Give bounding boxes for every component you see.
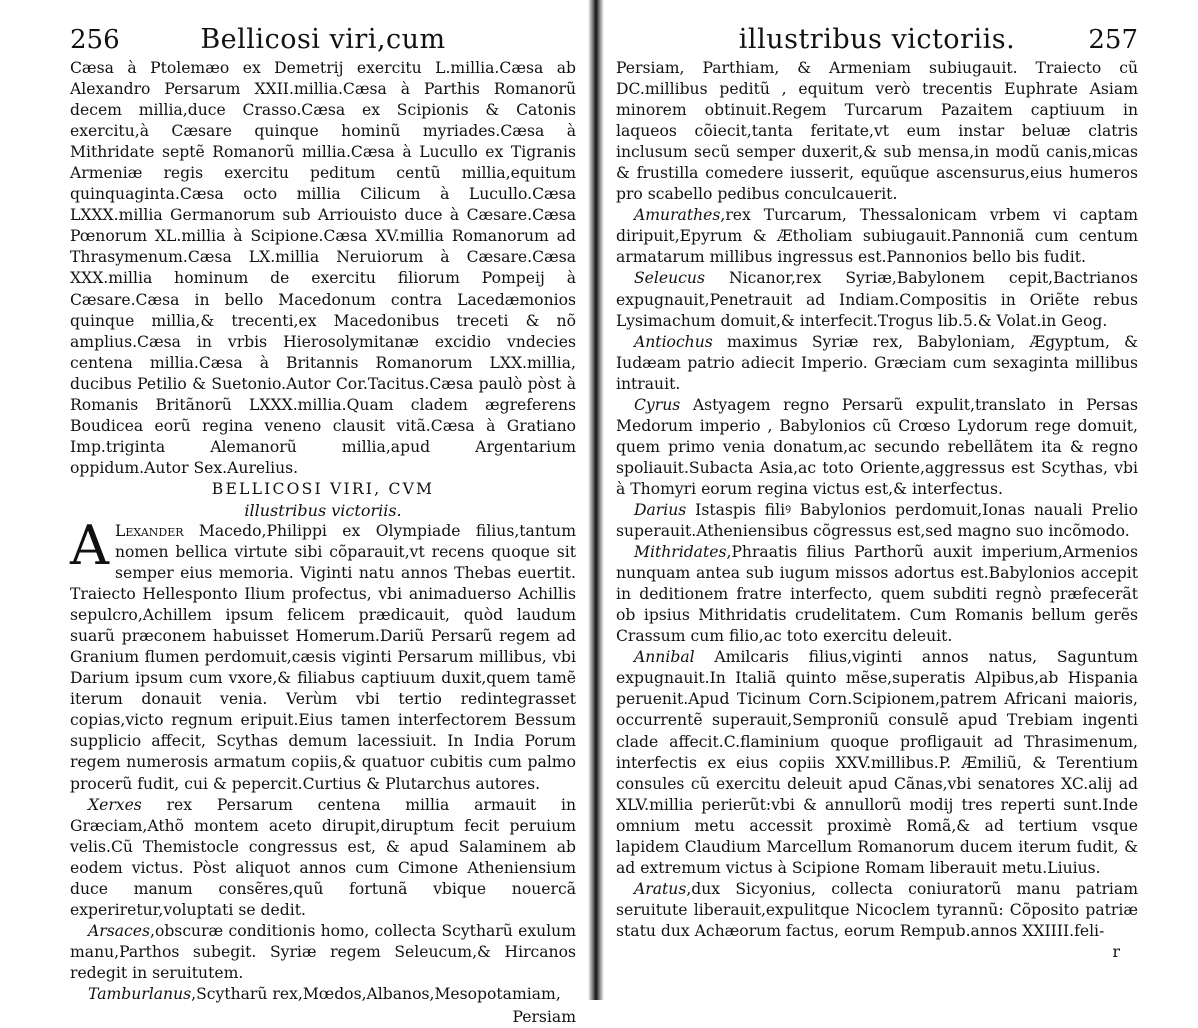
right-page-header <box>616 22 1138 58</box>
aratus-entry <box>616 879 1138 942</box>
section-heading: BELLICOSI VIRI, CVM <box>211 479 435 498</box>
seleucus-name: Seleucus <box>634 269 705 288</box>
xerxes-entry <box>70 795 576 921</box>
intro-paragraph: Cæsa à Ptolemæo ex Demetrij exercitu L.millia.Cæsa ab Alexandro Persarum XXII.millia.Cæsa à Parthis Romanorũ decem millia,duce Crasso.Cæsa ex Scipionis & Catonis exercitu,à Cæsare quinque hominũ myriades.Cæsa à Mithridate septẽ Romanorũ millia.Cæsa à Lucullo ex Tigranis Armeniæ regis exercitu peditum centũ millia,equitum quinquaginta.Cæsa octo millia Cilicum à Lucullo.Cæsa LXXX.millia Germanorum sub Arriouisto duce à Cæsare.Cæsa Pœnorum XL.millia à Scipione.Cæsa XV.millia Romanorum ad Thrasymenum.Cæsa LX.millia Neruiorum à Cæsare.Cæsa XXX.millia hominum de exercitu filiorum Pompeij à Cæsare.Cæsa in bello Macedonum contra Lacedæmonios quinque millia,& trecenti,ex Macedonibus treceti & nõ amplius.Cæsa in vrbis Hierosolymitanæ excidio vndecies centena millia.Cæsa à Britannis Romanorum LXX.millia, ducibus Petilio & Suetonio.Autor Cor.Tacitus.Cæsa paulò pòst à Romanis Britãnorũ LXXX.millia.Quam cladem ægreferens Boudicea eorũ regina veneno clausit vitã.Cæsa à Gratiano Imp.triginta Alemanorũ millia,apud Argentarium oppidum.Autor Sex.Aurelius. <box>70 59 576 477</box>
aratus-text: ,dux Sicyonius, collecta coniuratorũ manu patriam seruitute liberauit,expulitque Nicoclem tyrannũ: Cõposito patriæ statu dux Achæorum factus, eorum Rempub.annos XXIIII.feli- <box>616 879 1138 940</box>
antiochus-name: Antiochus <box>634 332 713 351</box>
catchword: Persiam <box>512 1008 576 1027</box>
seleucus-entry <box>616 268 1138 331</box>
arsaces-text: ,obscuræ conditionis homo, collecta Scytharũ exulum manu,Parthos subegit. Syriæ regem Seleucum,& Hircanos redegit in seruitutem. <box>70 921 576 982</box>
alexander-entry <box>70 513 576 795</box>
cyrus-text: Astyagem regno Persarũ expulit,translato in Persas Medorum imperio , Babylonios cũ Crœso Lydorum rege domuit, quem primo venia donatum,ac secundo rebellãtem ita & regno spoliauit.Subacta Asia,ac toto Oriente,aggressus est Scythas, vbi à Thomyri eorum regina victus est,& interfectus. <box>616 395 1138 498</box>
page-number-right: 257 <box>1088 25 1138 55</box>
arsaces-entry <box>70 921 576 984</box>
xerxes-name: Xerxes <box>88 795 142 814</box>
running-title-left: Bellicosi viri,cum <box>200 24 446 55</box>
tamburlanus-text: ,Scytharũ rex,Mœdos,Albanos,Mesopotamiam, <box>191 984 561 1003</box>
mithridates-entry <box>616 542 1138 647</box>
mithridates-name: Mithridates <box>634 543 727 562</box>
darius-text: Istaspis filiꝰ Babylonios perdomuit,Ionas nauali Prelio superauit.Atheniensibus cõgressus est,sed magno suo incõmodo. <box>616 500 1138 541</box>
section-subheading: illustribus victoriis. <box>244 500 402 520</box>
amurathes-name: Amurathes <box>634 206 721 225</box>
xerxes-text: rex Persarum centena millia armauit in Græciam,Athõ montem aceto dirupit,diruptum fecit peruium velis.Cũ Themistocle congressus est, & apud Salaminem ab eodem victus. Pòst aliquot annos cum Cimone Atheniensium duce manum consẽres,quũ fortunã vbique nouercã experiretur,voluptati se dedit. <box>70 795 576 919</box>
left-page-header <box>70 22 576 58</box>
right-page <box>602 0 1198 1000</box>
tamburlanus-entry <box>70 984 576 1005</box>
annibal-name: Annibal <box>634 648 695 667</box>
right-page-body <box>616 58 1138 963</box>
annibal-text: Amilcaris filius,viginti annos natus, Saguntum expugnauit.In Italiã quinto mẽse,superatis Alpibus,ab Hispania peruenit.Apud Ticinum Corn.Scipionem,patrem Africani maioris, occurrentẽ superauit,Semproniũ consulẽ apud Trebiam ingenti clade affecit.C.flaminium quoque profligauit ad Thrasimenum, interfectis ex eius copiis XXV.millibus.P. Æmiliũ, & Terentium consules cũ exercitu deleuit apud Cãnas,vbi senatores XC.alij ad XLV.millia perierũt:vbi & annullorũ modij tres reperti sunt.Inde omnium metu accessit proximè Romã,& ad tertium vsque lapidem Claudium Marcellum Romanorum ducem iterum fudit, & ad extremum victus à Scipione Romam liberauit metu.Liuius. <box>616 648 1138 877</box>
arsaces-name: Arsaces <box>88 921 150 940</box>
seleucus-text: Nicanor,rex Syriæ,Babylonem cepit,Bactrianos expugnauit,Penetrauit ad Indiam.Compositis in Oriẽte rebus Lysimachum domuit,& interfecit.Trogus lib.5.& Volat.in Geog. <box>616 269 1138 330</box>
mithridates-text: ,Phraatis filius Parthorũ auxit imperium,Armenios nunquam antea sub iugum missos adortus est.Babylonios accepit in deditionem fratre interfecto, quem subditi regnò præfecerãt ob ipsius Mithridatis crudelitatem. Cum Romanis bellum gerẽs Crassum cum filio,ac toto exercitu deleuit. <box>616 543 1138 646</box>
tamburlanus-continuation: Persiam, Parthiam, & Armeniam subiugauit. Traiecto cũ DC.millibus peditũ , equitum verò trecentis Euphrate Asiam minorem obtinuit.Regem Turcarum Pazaitem captiuum in laqueos cõiecit,tanta feritate,vt eum instar beluæ clatris inclusum secũ semper duxerit,& sub mensa,in modũ canis,micas & frustilla comedere iusserit, equũque ascensurus,eius humeros pro scabello pedibus conculcauerit. <box>616 59 1138 204</box>
left-page-body <box>70 58 576 1028</box>
alexander-text: Macedo,Philippi ex Olympiade filius,tantum nomen bellica virtute sibi cõparauit,vt recens quoque sit semper eius memoria. Viginti natu annos Thebas euertit. Traiecto Hellesponto Ilium profectus, vbi animaduerso Achillis sepulcro,Achillem ipsum felicem prædicauit, quòd laudum suarũ præconem habuisset Homerum.Dariũ Persarũ regem ad Granium flumen perdomuit,cæsis viginti Persarum millibus, vbi Darium ipsum cum vxore,& filiabus captiuum duxit,quem tamẽ iterum donauit venia. Verùm vbi tertio redintegrasset copias,victo regnum eripuit.Eius tamen interfectorem Bessum supplicio affecit, Scythas demum lacessiuit. In India Porum regem numerosis armatum copiis,& quatuor cubitis cum palmo procerũ fudit, cui & pepercit.Curtius & Plutarchus autores. <box>70 521 576 793</box>
cyrus-name: Cyrus <box>634 395 681 414</box>
drop-cap: A <box>70 513 109 577</box>
aratus-name: Aratus <box>634 879 687 898</box>
amurathes-text: ,rex Turcarum, Thessalonicam vrbem vi captam diripuit,Epyrum & Ætholiam subiugauit.Pannoniã cum centum armatarum millibus ingressus est.Pannonios bello bis fudit. <box>616 206 1138 267</box>
left-page <box>0 0 590 1027</box>
darius-name: Darius <box>634 500 687 519</box>
cyrus-entry <box>616 395 1138 500</box>
page-number-left: 256 <box>70 25 120 55</box>
signature-mark: r <box>1112 942 1120 961</box>
running-title-right: illustribus victoriis. <box>738 24 1016 55</box>
annibal-entry <box>616 647 1138 879</box>
tamburlanus-name: Tamburlanus <box>88 984 192 1003</box>
amurathes-entry <box>616 205 1138 268</box>
antiochus-text: maximus Syriæ rex, Babyloniam, Ægyptum, & Iudæam patrio adiecit Imperio. Græciam cum sexaginta millibus intrauit. <box>616 332 1138 393</box>
darius-entry <box>616 500 1138 542</box>
antiochus-entry <box>616 332 1138 395</box>
alexander-name: Lexander <box>115 521 184 540</box>
